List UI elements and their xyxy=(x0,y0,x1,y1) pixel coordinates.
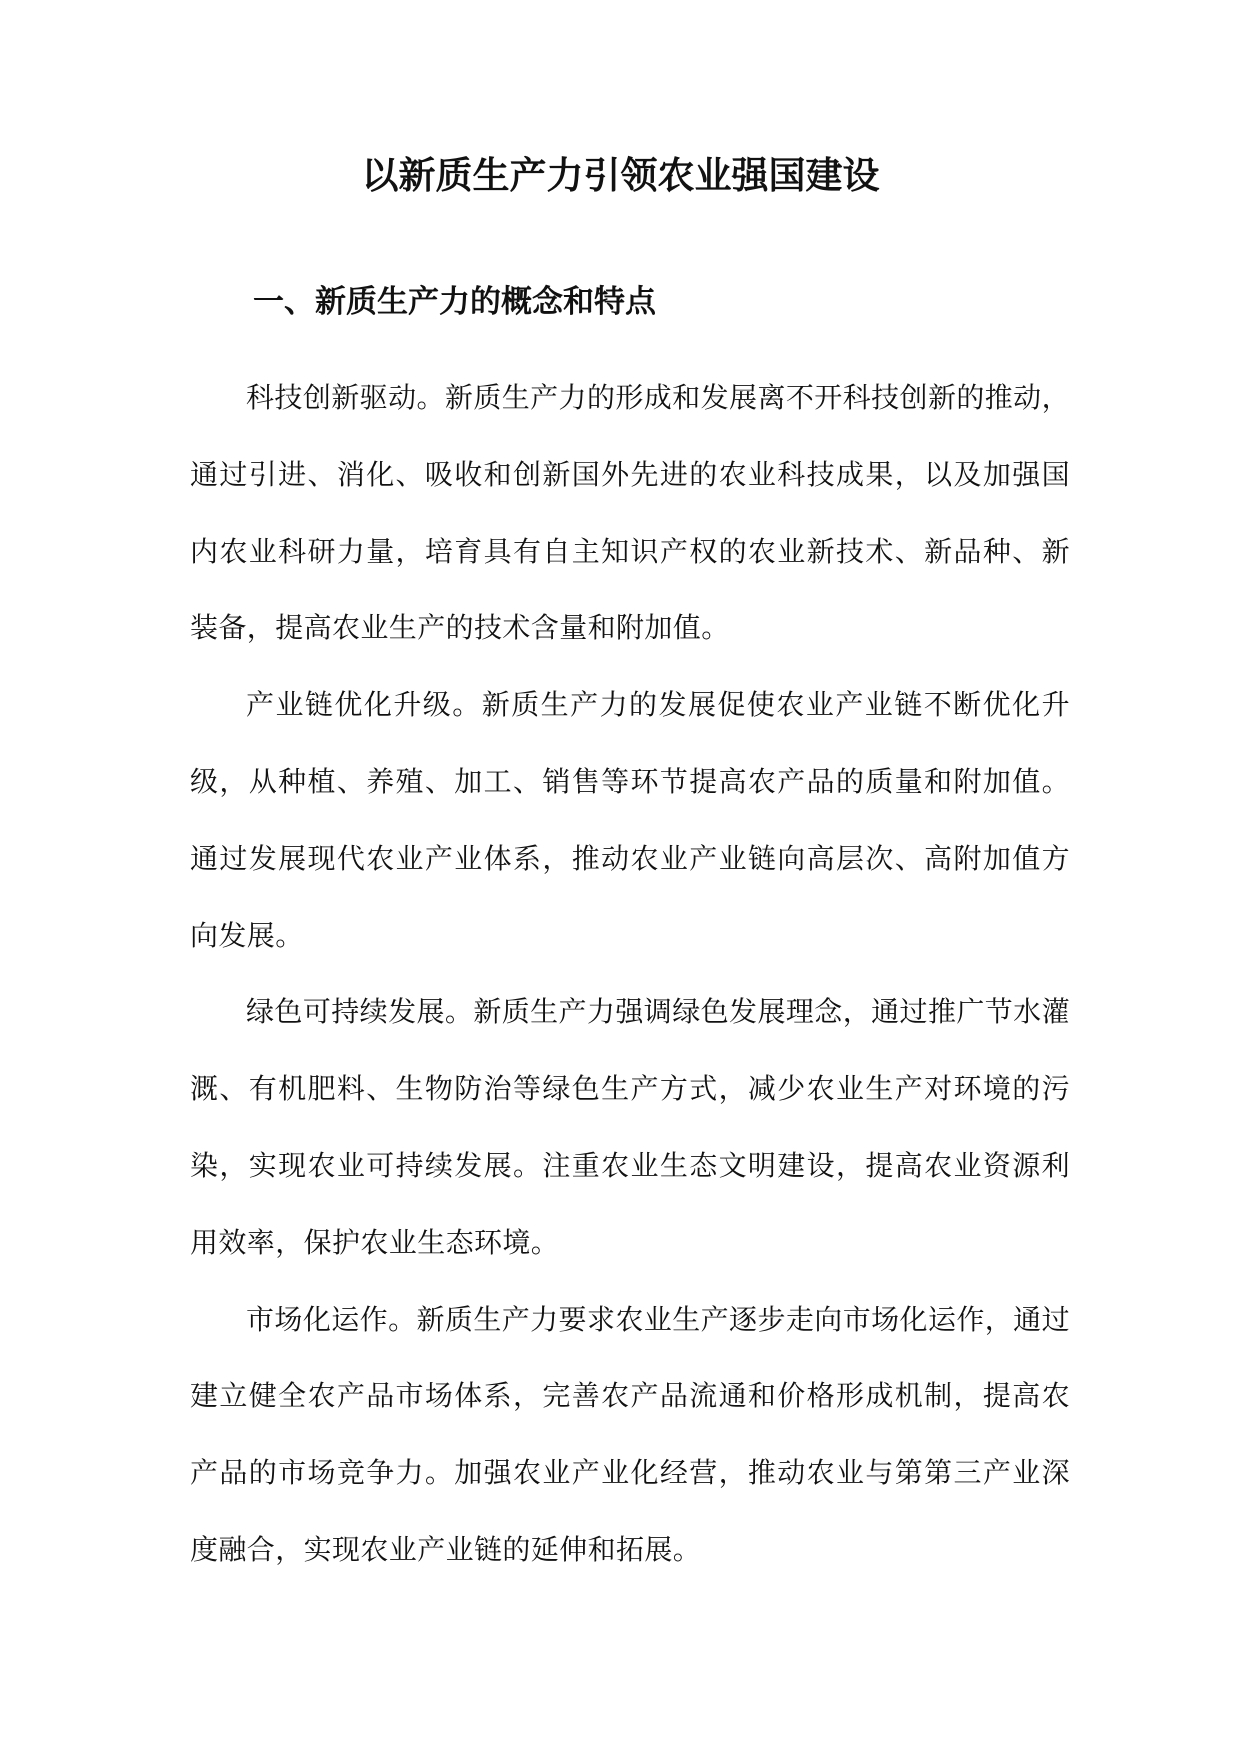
paragraph-green-development: 绿色可持续发展。新质生产力强调绿色发展理念，通过推广节水灌溉、有机肥料、生物防治等绿色生产方式，减少农业生产对环境的污染，实现农业可持续发展。注重农业生态文明建设，提高农业资源利用效率，保护农业生态环境。 xyxy=(190,995,1070,1259)
document-body xyxy=(190,360,1070,1589)
section-heading: 一、新质生产力的概念和特点 xyxy=(253,284,656,320)
paragraph-market-operation: 市场化运作。新质生产力要求农业生产逐步走向市场化运作，通过建立健全农产品市场体系，完善农产品流通和价格形成机制，提高农产品的市场竞争力。加强农业产业化经营，推动农业与第第三产业深度融合，实现农业产业链的延伸和拓展。 xyxy=(190,1302,1070,1566)
paragraph-tech-innovation: 科技创新驱动。新质生产力的形成和发展离不开科技创新的推动，通过引进、消化、吸收和创新国外先进的农业科技成果，以及加强国内农业科研力量，培育具有自主知识产权的农业新技术、新品种、新装备，提高农业生产的技术含量和附加值。 xyxy=(190,381,1070,645)
document-title: 以新质生产力引领农业强国建设 xyxy=(361,153,880,197)
paragraph-industry-chain: 产业链优化升级。新质生产力的发展促使农业产业链不断优化升级，从种植、养殖、加工、销售等环节提高农产品的质量和附加值。通过发展现代农业产业体系，推动农业产业链向高层次、高附加值方向发展。 xyxy=(190,688,1070,952)
